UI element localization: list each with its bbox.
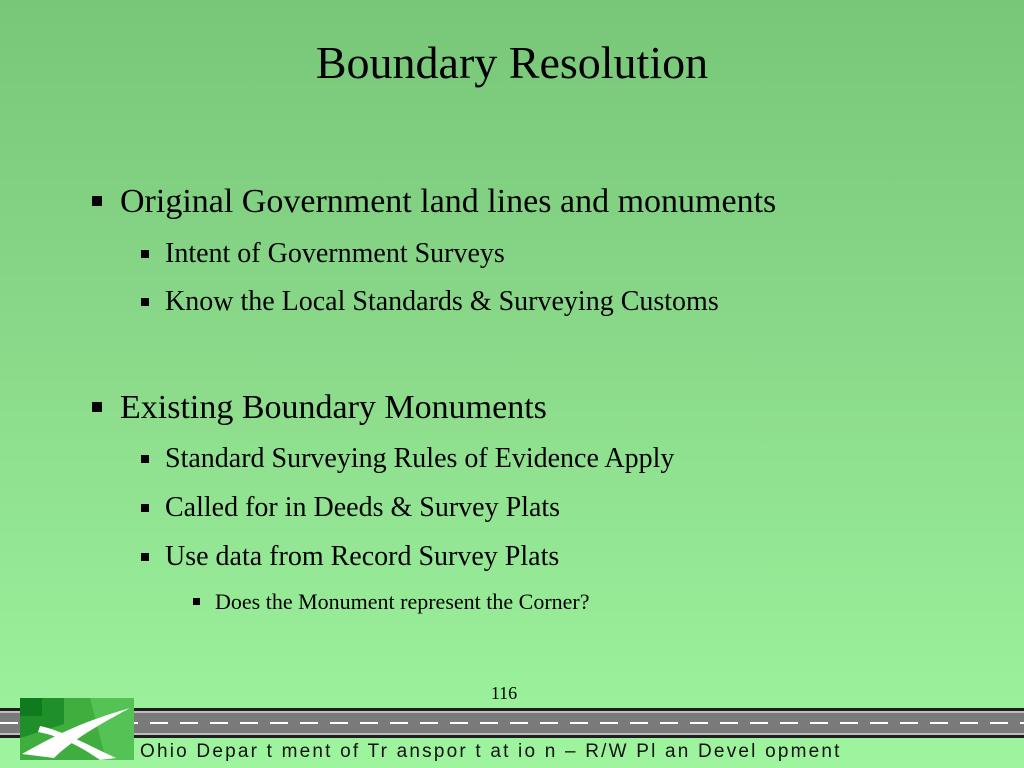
bullet-marker-icon bbox=[92, 196, 102, 206]
bullet-item: Original Government land lines and monuments bbox=[120, 183, 777, 220]
bullet-marker-icon bbox=[141, 455, 149, 463]
odot-logo-icon bbox=[20, 698, 134, 760]
bullet-marker-icon bbox=[141, 504, 149, 512]
road-edge bbox=[0, 733, 1024, 735]
road-edge bbox=[0, 711, 1024, 713]
bullet-marker-icon bbox=[141, 298, 149, 306]
road-center-line bbox=[0, 722, 1024, 724]
bullet-marker-icon bbox=[141, 553, 149, 561]
bullet-marker-icon bbox=[193, 598, 200, 605]
sub-bullet-item: Standard Surveying Rules of Evidence Apply bbox=[165, 443, 675, 474]
road-graphic bbox=[0, 708, 1024, 738]
sub-bullet-item: Called for in Deeds & Survey Plats bbox=[165, 492, 561, 523]
bullet-item: Existing Boundary Monuments bbox=[120, 389, 547, 426]
sub-bullet-item: Use data from Record Survey Plats bbox=[165, 541, 560, 572]
sub-bullet-item: Intent of Government Surveys bbox=[165, 238, 505, 269]
sub-bullet-item: Know the Local Standards & Surveying Customs bbox=[165, 286, 719, 317]
page-title: Boundary Resolution bbox=[315, 37, 709, 88]
bullet-marker-icon bbox=[141, 250, 149, 258]
footer-text: Ohio Depar t ment of Tr anspor t at io n – R/W Pl an Devel opment bbox=[140, 741, 842, 762]
bullet-marker-icon bbox=[92, 402, 102, 412]
page-number: 116 bbox=[490, 683, 518, 703]
sub-sub-bullet-item: Does the Monument represent the Corner? bbox=[215, 589, 590, 614]
